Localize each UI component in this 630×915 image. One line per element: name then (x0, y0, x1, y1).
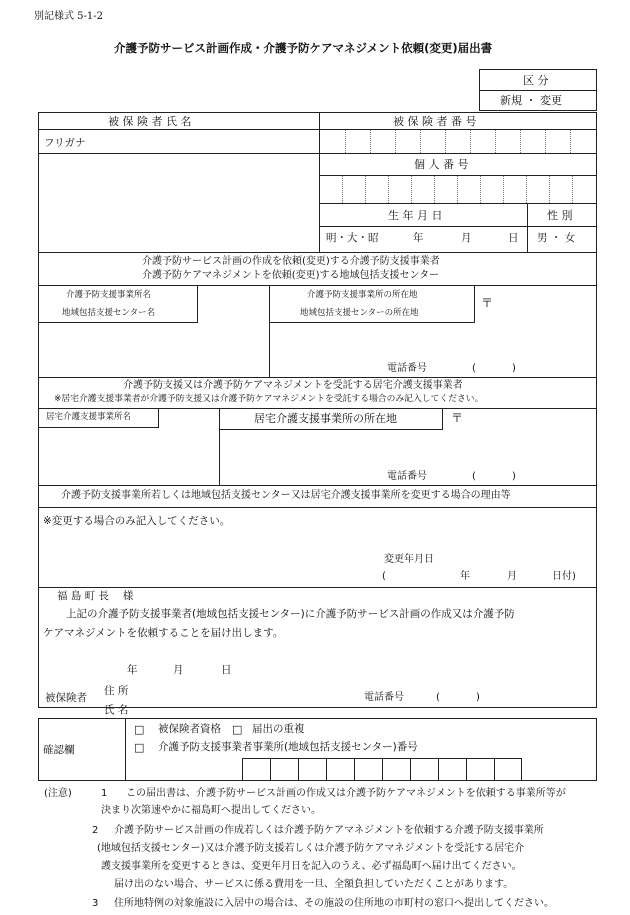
support-phone-paren-open: ( (472, 363, 476, 374)
home-care-name-label: 居宅介護支援事業所名 (46, 412, 132, 422)
signer-address-field[interactable] (148, 682, 358, 698)
support-center-header-1: 介護予防サービス計画の作成を依頼(変更)する介護予防支援事業者 (142, 256, 440, 267)
birth-month-label: 月 (461, 232, 472, 244)
change-date-day: 日付) (552, 571, 576, 582)
change-date-paren-open: ( (382, 571, 386, 582)
note1-line1: この届出書は、介護予防サービス計画の作成又は介護予防ケアマネジメントを依頼する事業所等が (126, 788, 566, 799)
change-note: ※変更する場合のみ記入してください。 (43, 515, 231, 527)
insured-number-field[interactable] (320, 130, 596, 152)
gender-header: 性 別 (547, 209, 573, 222)
note3-num: 3 (92, 898, 99, 909)
note1-line2: 決まり次第速やかに福島町へ提出してください。 (101, 805, 321, 816)
signer-phone-paren-close: ) (476, 692, 480, 703)
support-phone-paren-close: ) (512, 363, 516, 374)
support-office-name-field[interactable] (40, 325, 267, 375)
declaration-month: 月 (173, 664, 184, 676)
insured-name-header: 被 保 険 者 氏 名 (108, 115, 192, 128)
check3-box[interactable]: □ (134, 741, 145, 754)
personal-number-field[interactable] (320, 176, 596, 202)
check3-label: 介護予防支援事業者事業所(地域包括支援センター)番号 (158, 741, 418, 753)
office-name-label-1: 介護予防支援事業所名 (66, 290, 152, 300)
note2-line2: (地域包括支援センター)又は介護予防支援若しくは介護予防ケアマネジメントを受託する居宅介 (97, 843, 525, 854)
insured-signer-label: 被保険者 (45, 692, 87, 704)
category-label: 区 分 (523, 74, 549, 87)
office-name-label-2: 地域包括支援センター名 (62, 308, 156, 318)
home-care-header-2: ※居宅介護支援事業者が介護予防支援又は介護予防ケアマネジメントを受託する場合のみ記入してください。 (54, 394, 484, 404)
insured-name-field[interactable] (40, 155, 318, 250)
declaration-day: 日 (221, 664, 232, 676)
signer-name-label: 氏 名 (104, 704, 129, 716)
note2-line4: 届け出のない場合、サービスに係る費用を一旦、全額負担していただくことがあります。 (114, 879, 514, 890)
office-address-label-1: 介護予防支援事業所の所在地 (307, 290, 418, 300)
signer-address-label: 住 所 (104, 685, 129, 697)
note2-line3: 護支援事業所を変更するときは、変更年月日を記入のうえ、必ず福島町へ届け出てください。 (101, 861, 522, 872)
note2-num: 2 (92, 825, 99, 836)
form-code: 別記様式 5-1-2 (34, 11, 104, 22)
change-header: 介護予防支援事業所若しくは地域包括支援センター又は居宅介護支援事業所を変更する場合の理由等 (61, 490, 511, 501)
support-office-address-field[interactable] (271, 325, 595, 359)
home-care-name-field[interactable] (40, 430, 217, 483)
change-date-year: 年 (460, 571, 470, 582)
change-date-label: 変更年月日 (384, 554, 434, 565)
home-care-phone-paren-close: ) (512, 471, 516, 482)
check1-label: 被保険者資格 (158, 723, 221, 735)
signer-phone-paren-open: ( (436, 692, 440, 703)
insured-number-header: 被 保 険 者 番 号 (393, 115, 477, 128)
home-care-phone-label: 電話番号 (387, 471, 427, 482)
note3-line1: 住所地特例の対象施設に入居中の場合は、その施設の住所地の市町村の窓口へ提出してください。 (114, 898, 554, 909)
signer-phone-label: 電話番号 (364, 692, 404, 703)
addressee: 福 島 町 長 様 (57, 590, 134, 602)
check1-box[interactable]: □ (134, 723, 145, 736)
note2-line1: 介護予防サービス計画の作成若しくは介護予防ケアマネジメントを依頼する介護予防支援事業所 (114, 825, 544, 836)
declaration-body-1: 上記の介護予防支援事業者(地域包括支援センター)に介護予防サービス計画の作成又は介護予防 (66, 608, 515, 620)
declaration-year: 年 (127, 664, 138, 676)
home-care-header-1: 介護予防支援又は介護予防ケアマネジメントを受託する居宅介護支援事業者 (123, 380, 463, 391)
support-phone-label: 電話番号 (387, 363, 427, 374)
home-care-phone-paren-open: ( (472, 471, 476, 482)
support-center-header-2: 介護予防ケアマネジメントを依頼(変更)する地域包括支援センター (142, 270, 440, 281)
birth-year-label: 年 (413, 232, 424, 244)
change-date-month: 月 (507, 571, 517, 582)
category-value[interactable]: 新規 ・ 変更 (500, 94, 562, 107)
check2-label: 届出の重複 (252, 723, 305, 735)
birth-era-options[interactable]: 明・大・昭 (326, 232, 379, 244)
home-care-address-field[interactable] (221, 432, 595, 467)
change-reason-field[interactable] (40, 532, 595, 552)
notes-head: (注意) (44, 788, 72, 799)
page-title: 介護予防サービス計画作成・介護予防ケアマネジメント依頼(変更)届出書 (114, 41, 493, 55)
signer-name-field[interactable] (148, 700, 358, 716)
furigana-label: フリガナ (44, 137, 86, 149)
check2-box[interactable]: □ (232, 723, 243, 736)
home-care-address-label: 居宅介護支援事業所の所在地 (254, 412, 397, 425)
personal-number-header: 個 人 番 号 (414, 158, 469, 171)
birthdate-header: 生 年 月 日 (388, 209, 443, 222)
office-address-label-2: 地域包括支援センターの所在地 (300, 308, 419, 318)
birth-day-label: 日 (508, 232, 519, 244)
gender-options[interactable]: 男 ・ 女 (537, 232, 576, 244)
note1-num: 1 (101, 788, 108, 799)
home-care-postal-mark: 〒 (451, 411, 464, 425)
confirmation-label: 確認欄 (43, 744, 75, 756)
declaration-body-2: ケアマネジメントを依頼することを届け出します。 (43, 627, 284, 639)
postal-mark: 〒 (481, 296, 494, 310)
